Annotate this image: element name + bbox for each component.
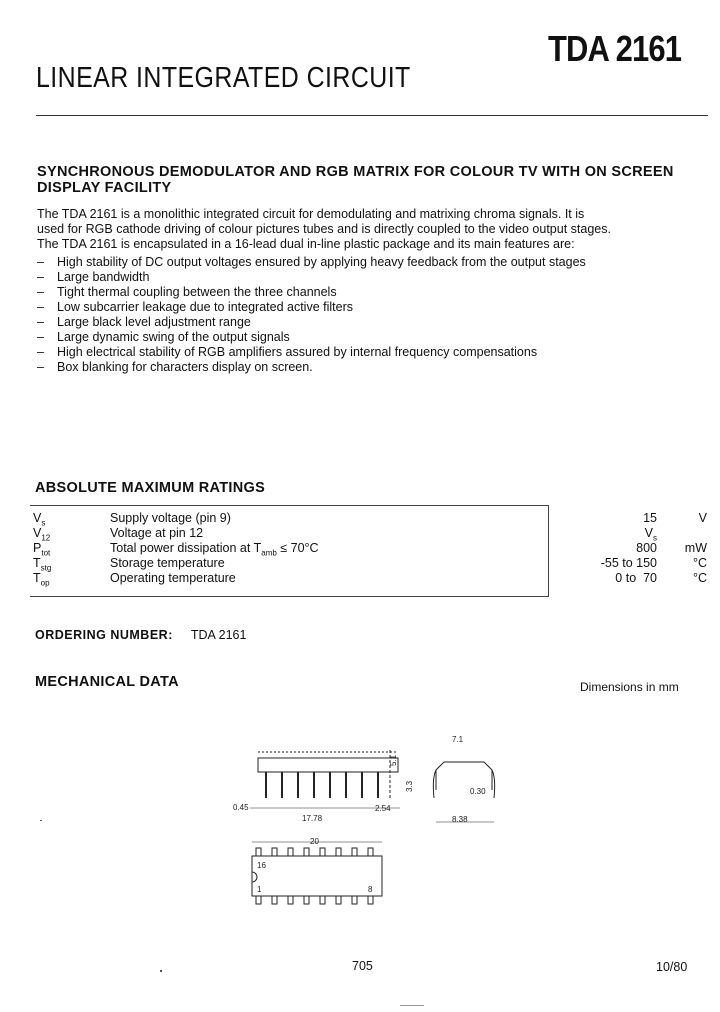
ratings-heading: ABSOLUTE MAXIMUM RATINGS — [35, 480, 266, 496]
feature-item: – Low subcarrier leakage due to integrated active filters — [37, 300, 353, 314]
rating-unit: °C — [692, 571, 707, 585]
dim-h2: 3.3 — [405, 780, 414, 792]
rating-value: 15 — [643, 511, 657, 525]
mechanical-heading: MECHANICAL DATA — [35, 674, 179, 690]
feature-item: – High stability of DC output voltages ensured by applying heavy feedback from the output stages — [37, 255, 586, 269]
dim-pitch: 2.54 — [375, 804, 391, 813]
dim-w2: 8.38 — [452, 815, 468, 824]
feature-item: – Large black level adjustment range — [37, 315, 251, 329]
intro-line: The TDA 2161 is a monolithic integrated circuit for demodulating and matrixing chroma signals. It is — [37, 207, 585, 221]
rating-description: Total power dissipation at $T_{amb} \le 70^\circ C$ — [110, 541, 319, 558]
rating-unit: mW — [684, 541, 707, 555]
feature-item: – Box blanking for characters display on screen. — [37, 360, 313, 374]
pin-16-label: 16 — [257, 861, 266, 870]
part-number: TDA 2161 — [548, 28, 682, 69]
scan-speck — [160, 970, 162, 972]
rating-row — [33, 541, 713, 556]
rating-value: -55 to 150 — [600, 556, 657, 570]
rating-value: $V_s$ — [644, 526, 657, 543]
product-heading: SYNCHRONOUS DEMODULATOR AND RGB MATRIX FOR COLOUR TV WITH ON SCREEN DISPLAY FACILITY — [37, 164, 674, 196]
feature-item: – Large dynamic swing of the output signals — [37, 330, 290, 344]
dim-len: 20 — [310, 837, 319, 846]
date-code: 10/80 — [656, 960, 688, 974]
feature-item: – Tight thermal coupling between the three channels — [37, 285, 337, 299]
rating-symbol: $V_{12}$ — [33, 526, 51, 543]
intro-paragraph — [37, 207, 717, 252]
mechanical-drawing — [230, 728, 510, 928]
ordering-number — [35, 628, 246, 642]
dim-lead: 0.45 — [233, 803, 249, 812]
scan-speck — [400, 1005, 424, 1006]
rating-description: Voltage at pin 12 — [110, 526, 204, 540]
rating-symbol: $T_{stg}$ — [33, 556, 52, 573]
feature-list — [37, 255, 697, 375]
rating-description: Supply voltage (pin 9) — [110, 511, 231, 525]
ordering-value: TDA 2161 — [190, 628, 247, 642]
dim-w1: 7.1 — [452, 735, 464, 744]
rating-row — [33, 556, 713, 571]
rating-unit: V — [698, 511, 707, 525]
rating-description: Storage temperature — [110, 556, 225, 570]
dim-t1: 0.30 — [470, 787, 486, 796]
rating-unit: °C — [692, 556, 707, 570]
rating-row — [33, 511, 713, 526]
page-number: 705 — [352, 959, 373, 973]
rating-symbol: $V_s$ — [33, 511, 46, 528]
header-rule — [36, 115, 708, 116]
dimensions-note: Dimensions in mm — [580, 680, 679, 694]
document-title: LINEAR INTEGRATED CIRCUIT — [36, 62, 411, 94]
intro-line: used for RGB cathode driving of colour pictures tubes and is directly coupled to the video output stages. — [37, 222, 611, 236]
rating-row — [33, 571, 713, 586]
feature-item: – High electrical stability of RGB amplifiers assured by internal frequency compensations — [37, 345, 538, 359]
rating-symbol: $T_{op}$ — [33, 571, 50, 588]
dim-h1: 5.1 — [389, 754, 398, 766]
rating-value: 800 — [636, 541, 657, 555]
ordering-label: ORDERING NUMBER: — [35, 628, 173, 642]
scan-speck — [40, 820, 42, 821]
pin-8-label: 8 — [368, 885, 373, 894]
feature-item: – Large bandwidth — [37, 270, 150, 284]
rating-description: Operating temperature — [110, 571, 236, 585]
pin-1-label: 1 — [257, 885, 262, 894]
rating-value: 0 to 70 — [615, 571, 657, 585]
package-top-view — [252, 842, 382, 904]
intro-line: The TDA 2161 is encapsulated in a 16-lead dual in-line plastic package and its main features are: — [37, 237, 575, 251]
rating-row — [33, 526, 713, 541]
rating-symbol: $P_{tot}$ — [33, 541, 51, 558]
package-side-view — [250, 750, 400, 808]
dim-span: 17.78 — [302, 814, 323, 823]
